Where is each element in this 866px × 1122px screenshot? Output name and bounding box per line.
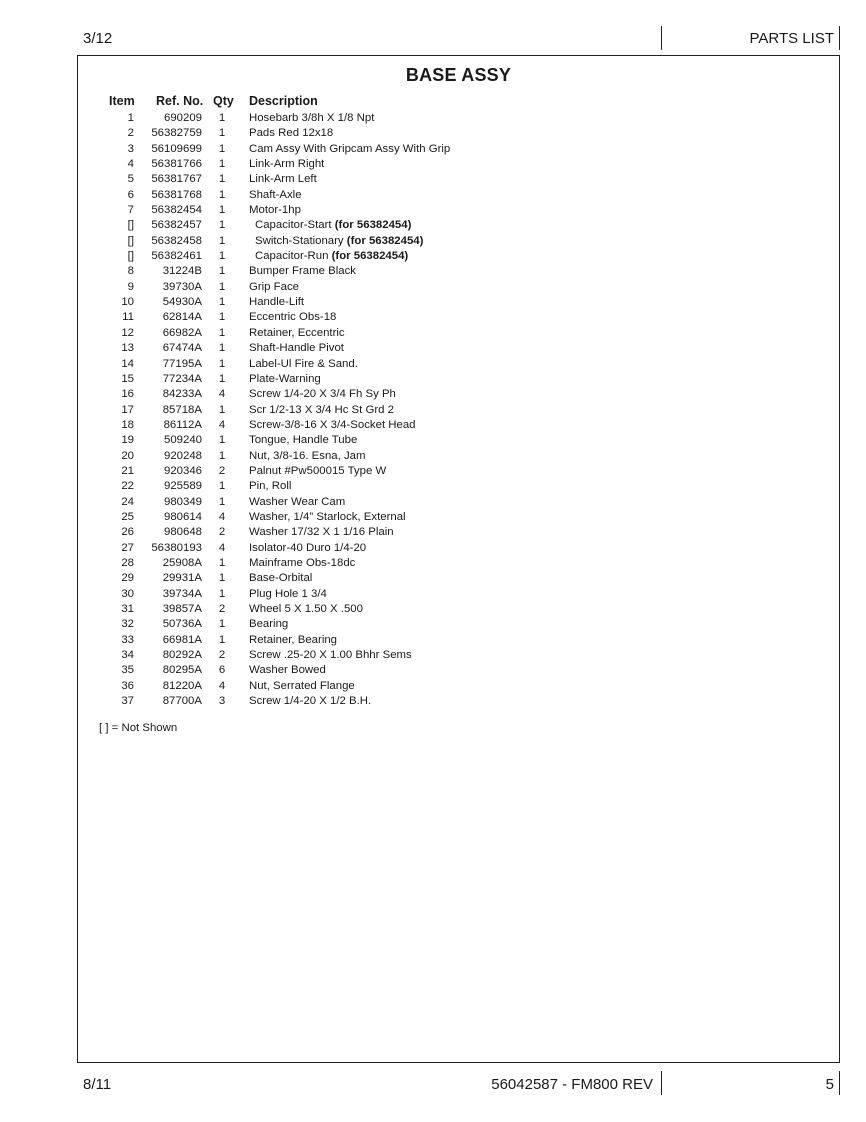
description-text: Pads Red 12x18 xyxy=(249,127,334,140)
description-text: Switch-Stationary xyxy=(255,234,347,247)
table-row xyxy=(78,679,839,694)
ref-number: 86112A xyxy=(163,418,202,431)
description-text: Washer 17/32 X 1 1/16 Plain xyxy=(249,526,394,539)
item-number: 7 xyxy=(127,204,134,217)
description-text: Link-Arm Right xyxy=(249,158,325,171)
description-text: Shaft-Axle xyxy=(249,188,302,201)
description xyxy=(249,433,357,448)
ref-number: 39857A xyxy=(162,603,202,615)
ref-number: 56380193 xyxy=(151,541,202,554)
description-text: Capacitor-Run xyxy=(255,250,332,263)
item-number: 25 xyxy=(121,510,134,523)
description-text: Tongue, Handle Tube xyxy=(249,434,358,447)
table-row xyxy=(78,326,839,341)
header-divider-right xyxy=(839,26,840,50)
footer-divider xyxy=(661,1071,662,1095)
description xyxy=(249,418,416,433)
description xyxy=(249,602,363,617)
description xyxy=(249,495,345,510)
ref-number: 56382458 xyxy=(151,234,202,247)
quantity: 1 xyxy=(218,204,226,217)
item-number: [] xyxy=(127,219,134,232)
item-number: 2 xyxy=(127,127,134,140)
ref-number: 25908A xyxy=(162,556,202,569)
item-number: 18 xyxy=(121,418,134,431)
quantity: 1 xyxy=(218,219,226,232)
item-number: 36 xyxy=(121,679,134,692)
description-note: (for 56382454) xyxy=(334,219,412,232)
ref-number: 920346 xyxy=(163,464,202,477)
table-row xyxy=(78,510,839,525)
description xyxy=(249,310,336,325)
description-text: Screw 1/4-20 X 1/2 B.H. xyxy=(249,695,372,708)
quantity: 1 xyxy=(218,495,226,508)
description xyxy=(249,188,302,203)
description xyxy=(249,679,355,694)
description xyxy=(249,372,321,387)
ref-number: 31224B xyxy=(162,265,202,278)
ref-number: 66981A xyxy=(162,633,202,646)
description-note: (for 56382454) xyxy=(346,234,424,247)
item-number: 15 xyxy=(121,372,134,385)
ref-number: 56381768 xyxy=(151,188,202,201)
quantity: 1 xyxy=(218,112,226,124)
item-number: [] xyxy=(127,250,134,263)
quantity: 3 xyxy=(218,695,226,708)
item-number: [] xyxy=(127,234,134,247)
ref-number: 56381766 xyxy=(151,158,202,171)
ref-number: 56381767 xyxy=(151,173,202,186)
description xyxy=(249,617,288,632)
item-number: 11 xyxy=(122,311,134,324)
description-text: Plate-Warning xyxy=(249,372,321,385)
table-row xyxy=(78,617,839,632)
quantity: 1 xyxy=(218,342,226,355)
quantity: 1 xyxy=(218,127,226,140)
item-number: 10 xyxy=(121,296,134,309)
description-text: Screw-3/8-16 X 3/4-Socket Head xyxy=(249,418,416,431)
ref-number: 67474A xyxy=(162,342,202,355)
quantity: 4 xyxy=(218,541,226,554)
table-row xyxy=(78,418,839,433)
quantity: 2 xyxy=(218,649,226,662)
table-row xyxy=(78,587,839,602)
item-number: 20 xyxy=(121,449,134,462)
table-row xyxy=(78,403,839,418)
header-date: 3/12 xyxy=(83,30,113,47)
header-section-title: PARTS LIST xyxy=(749,30,834,47)
item-number: 5 xyxy=(127,173,134,186)
item-number: 4 xyxy=(127,158,134,171)
table-row xyxy=(78,111,839,126)
quantity: 1 xyxy=(218,142,226,155)
ref-number: 80295A xyxy=(162,664,202,677)
description xyxy=(249,357,358,372)
description xyxy=(249,556,355,571)
table-row xyxy=(78,663,839,678)
description-text: Retainer, Eccentric xyxy=(249,326,345,339)
description xyxy=(249,264,356,279)
item-number: 32 xyxy=(121,618,134,631)
description-text: Plug Hole 1 3/4 xyxy=(249,587,327,600)
description xyxy=(249,449,366,464)
description xyxy=(249,111,374,126)
ref-number: 980614 xyxy=(163,510,202,523)
table-row xyxy=(78,234,839,249)
description xyxy=(249,295,304,310)
ref-number: 690209 xyxy=(163,112,202,124)
quantity: 1 xyxy=(218,357,226,370)
ref-number: 56382461 xyxy=(151,250,202,263)
item-number: 6 xyxy=(127,188,134,201)
ref-number: 81220A xyxy=(162,679,202,692)
legend-note: [ ] = Not Shown xyxy=(99,722,178,734)
description-text: Shaft-Handle Pivot xyxy=(249,342,344,355)
item-number: 30 xyxy=(121,587,134,600)
description xyxy=(249,694,371,709)
quantity: 1 xyxy=(218,372,226,385)
quantity: 1 xyxy=(218,618,226,631)
description-text: Motor-1hp xyxy=(249,204,301,217)
ref-number: 56382759 xyxy=(151,127,202,140)
item-number: 29 xyxy=(121,572,134,585)
description-text: Washer Wear Cam xyxy=(249,495,346,508)
table-row xyxy=(78,602,839,617)
quantity: 4 xyxy=(218,418,226,431)
quantity: 1 xyxy=(218,480,226,493)
page-number: 5 xyxy=(825,1076,834,1093)
item-number: 9 xyxy=(127,280,134,293)
description xyxy=(249,126,333,141)
quantity: 1 xyxy=(218,434,226,447)
quantity: 1 xyxy=(218,326,226,339)
ref-number: 85718A xyxy=(162,403,202,416)
quantity: 2 xyxy=(218,526,226,539)
item-number: 34 xyxy=(121,649,134,662)
item-number: 13 xyxy=(121,342,134,355)
description-text: Screw .25-20 X 1.00 Bhhr Sems xyxy=(249,649,412,662)
description-text: Bearing xyxy=(249,618,289,631)
description xyxy=(249,571,312,586)
description xyxy=(249,341,344,356)
description-text: Hosebarb 3/8h X 1/8 Npt xyxy=(249,112,375,124)
item-number: 28 xyxy=(121,556,134,569)
quantity: 1 xyxy=(218,403,226,416)
item-number: 31 xyxy=(121,603,134,615)
description xyxy=(249,172,317,187)
ref-number: 56382457 xyxy=(151,219,202,232)
table-row xyxy=(78,648,839,663)
item-number: 24 xyxy=(121,495,134,508)
table-row xyxy=(78,464,839,479)
table-row xyxy=(78,142,839,157)
header-divider xyxy=(661,26,662,50)
table-row xyxy=(78,694,839,709)
quantity: 2 xyxy=(218,603,226,615)
item-number: 17 xyxy=(121,403,134,416)
table-row xyxy=(78,372,839,387)
quantity: 1 xyxy=(218,633,226,646)
item-number: 27 xyxy=(121,541,134,554)
page-title: BASE ASSY xyxy=(405,65,512,85)
description-text: Cam Assy With Gripcam Assy With Grip xyxy=(249,142,451,155)
description-note: (for 56382454) xyxy=(331,250,409,263)
ref-number: 77234A xyxy=(162,372,202,385)
table-row xyxy=(78,341,839,356)
table-row xyxy=(78,172,839,187)
footer-divider-right xyxy=(839,1071,840,1095)
description xyxy=(249,633,337,648)
quantity: 4 xyxy=(218,679,226,692)
quantity: 1 xyxy=(218,572,226,585)
description xyxy=(249,326,345,341)
quantity: 2 xyxy=(218,464,226,477)
ref-number: 29931A xyxy=(162,572,202,585)
quantity: 4 xyxy=(218,510,226,523)
item-number: 22 xyxy=(121,480,134,493)
quantity: 1 xyxy=(218,311,226,324)
table-row xyxy=(78,280,839,295)
description-text: Nut, 3/8-16. Esna, Jam xyxy=(249,449,366,462)
table-row xyxy=(78,249,839,264)
description xyxy=(249,280,299,295)
table-row xyxy=(78,295,839,310)
description xyxy=(249,203,301,218)
item-number: 21 xyxy=(121,464,134,477)
quantity: 1 xyxy=(218,449,226,462)
description-text: Wheel 5 X 1.50 X .500 xyxy=(249,603,363,615)
ref-number: 54930A xyxy=(162,296,202,309)
description xyxy=(249,663,326,678)
ref-number: 50736A xyxy=(162,618,202,631)
description-text: Grip Face xyxy=(249,280,300,293)
description-text: Mainframe Obs-18dc xyxy=(249,556,356,569)
item-number: 14 xyxy=(121,357,134,370)
description xyxy=(249,587,327,602)
item-number: 12 xyxy=(121,326,134,339)
quantity: 4 xyxy=(218,388,226,401)
description xyxy=(249,142,450,157)
table-row xyxy=(78,310,839,325)
table-row xyxy=(78,433,839,448)
quantity: 1 xyxy=(218,280,226,293)
description-text: Handle-Lift xyxy=(249,296,305,309)
description-text: Pin, Roll xyxy=(249,480,292,493)
item-number: 19 xyxy=(121,434,134,447)
quantity: 1 xyxy=(218,556,226,569)
description-text: Scr 1/2-13 X 3/4 Hc St Grd 2 xyxy=(249,403,394,416)
quantity: 6 xyxy=(218,664,226,677)
quantity: 1 xyxy=(218,234,226,247)
table-row xyxy=(78,479,839,494)
item-number: 8 xyxy=(127,265,134,278)
parts-rows xyxy=(78,111,839,709)
ref-number: 87700A xyxy=(162,695,202,708)
description xyxy=(255,249,408,264)
description xyxy=(249,403,394,418)
ref-number: 80292A xyxy=(162,649,202,662)
description xyxy=(249,157,324,172)
table-row xyxy=(78,633,839,648)
quantity: 1 xyxy=(218,188,226,201)
table-row xyxy=(78,157,839,172)
column-header-description: Description xyxy=(249,94,318,108)
table-row xyxy=(78,218,839,233)
quantity: 1 xyxy=(218,265,226,278)
quantity: 1 xyxy=(218,587,226,600)
item-number: 33 xyxy=(121,633,134,646)
ref-number: 980648 xyxy=(163,526,202,539)
description-text: Washer Bowed xyxy=(249,664,326,677)
description xyxy=(255,218,411,233)
ref-number: 980349 xyxy=(163,495,202,508)
description-text: Washer, 1/4” Starlock, External xyxy=(249,510,406,523)
description-text: Isolator-40 Duro 1/4-20 xyxy=(249,541,367,554)
ref-number: 66982A xyxy=(162,326,202,339)
table-row xyxy=(78,556,839,571)
table-row xyxy=(78,541,839,556)
description xyxy=(249,525,394,540)
table-row xyxy=(78,188,839,203)
ref-number: 56382454 xyxy=(151,204,202,217)
ref-number: 56109699 xyxy=(151,142,202,155)
description-text: Label-Ul Fire & Sand. xyxy=(249,357,358,370)
item-number: 1 xyxy=(127,112,134,124)
column-header-item: Item xyxy=(109,94,135,108)
quantity: 1 xyxy=(218,158,226,171)
description-text: Eccentric Obs-18 xyxy=(249,311,337,324)
ref-number: 84233A xyxy=(162,388,202,401)
description-text: Link-Arm Left xyxy=(249,173,317,186)
description-text: Bumper Frame Black xyxy=(249,265,356,278)
ref-number: 920248 xyxy=(163,449,202,462)
footer-date: 8/11 xyxy=(83,1076,112,1093)
table-row xyxy=(78,495,839,510)
description xyxy=(249,541,366,556)
quantity: 1 xyxy=(218,173,226,186)
table-row xyxy=(78,571,839,586)
quantity: 1 xyxy=(218,250,226,263)
description-text: Retainer, Bearing xyxy=(249,633,338,646)
description xyxy=(249,510,406,525)
description xyxy=(249,648,412,663)
ref-number: 77195A xyxy=(162,357,202,370)
table-row xyxy=(78,126,839,141)
table-row xyxy=(78,357,839,372)
ref-number: 39730A xyxy=(162,280,202,293)
table-row xyxy=(78,449,839,464)
description-text: Screw 1/4-20 X 3/4 Fh Sy Ph xyxy=(249,388,396,401)
description xyxy=(249,387,396,402)
description xyxy=(249,479,291,494)
table-row xyxy=(78,387,839,402)
item-number: 16 xyxy=(121,388,134,401)
column-header-qty: Qty xyxy=(213,94,234,108)
footer-doc-number: 56042587 - FM800 REV xyxy=(491,1076,653,1093)
item-number: 3 xyxy=(127,142,134,155)
item-number: 37 xyxy=(121,695,134,708)
quantity: 1 xyxy=(218,296,226,309)
item-number: 26 xyxy=(121,526,134,539)
table-row xyxy=(78,203,839,218)
column-header-ref: Ref. No. xyxy=(156,94,204,108)
description-text: Palnut #Pw500015 Type W xyxy=(249,464,387,477)
ref-number: 39734A xyxy=(162,587,202,600)
description-text: Base-Orbital xyxy=(249,572,313,585)
ref-number: 509240 xyxy=(163,434,202,447)
table-row xyxy=(78,264,839,279)
ref-number: 62814A xyxy=(162,311,202,324)
description xyxy=(249,464,386,479)
description-text: Capacitor-Start xyxy=(255,219,335,232)
description-text: Nut, Serrated Flange xyxy=(249,679,355,692)
table-row xyxy=(78,525,839,540)
ref-number: 925589 xyxy=(163,480,202,493)
item-number: 35 xyxy=(121,664,134,677)
parts-list-frame xyxy=(77,55,840,1063)
description xyxy=(255,234,423,249)
